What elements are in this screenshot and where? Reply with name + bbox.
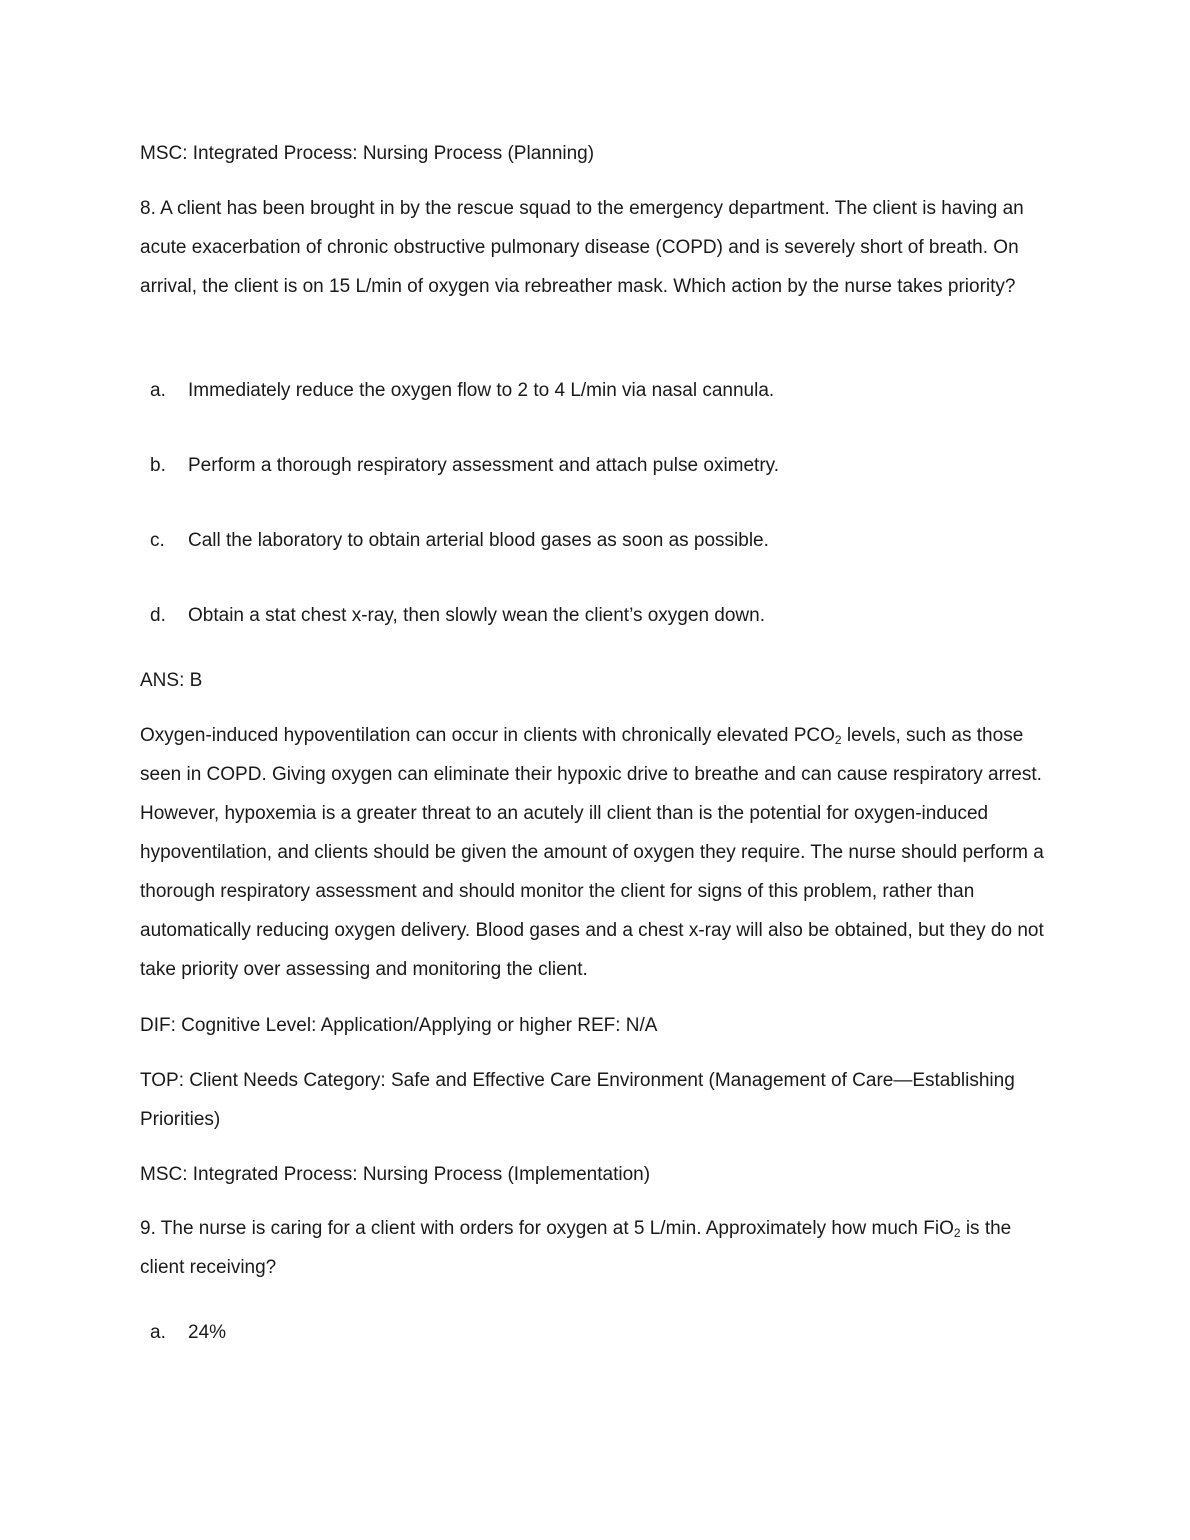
question-8-option-d: [150, 596, 1050, 635]
option-text: Immediately reduce the oxygen flow to 2 to 4 L/min via nasal cannula.: [188, 380, 775, 401]
question-8-option-a: [150, 371, 1050, 410]
rationale-subscript: 2: [834, 733, 842, 747]
question-9-option-a: [150, 1313, 1050, 1352]
question-8-option-c: [150, 521, 1050, 560]
stem-subscript: 2: [953, 1226, 961, 1240]
option-letter: a.: [150, 380, 166, 401]
option-letter: d.: [150, 605, 166, 626]
stem-text: is the client receiving?: [140, 1218, 1012, 1278]
option-text: Obtain a stat chest x-ray, then slowly wean the client’s oxygen down.: [188, 605, 765, 626]
question-8-rationale: [140, 716, 1052, 989]
option-letter: c.: [150, 530, 165, 551]
question-8-stem: 8. A client has been brought in by the rescue squad to the emergency department. The client is having an acute exacerbation of chronic obstructive pulmonary disease (COPD) and is severely short of breath. On arrival, the client is on 15 L/min of oxygen via rebreather mask. Which action by the nurse takes priority?: [140, 198, 1024, 297]
question-9-stem: [140, 1209, 1052, 1287]
option-letter: b.: [150, 455, 166, 476]
question-8-option-b: [150, 446, 1050, 485]
stem-text: 9. The nurse is caring for a client with orders for oxygen at 5 L/min. Approximately how much FiO: [140, 1218, 954, 1239]
question-8-top: TOP: Client Needs Category: Safe and Effective Care Environment (Management of Care—Establishing Priorities): [140, 1070, 1015, 1130]
option-text: Perform a thorough respiratory assessment and attach pulse oximetry.: [188, 455, 780, 476]
question-8-msc: MSC: Integrated Process: Nursing Process (Implementation): [140, 1164, 651, 1185]
question-8-dif: DIF: Cognitive Level: Application/Applying or higher REF: N/A: [140, 1015, 658, 1036]
question-8-answer: ANS: B: [140, 670, 203, 691]
rationale-text: Oxygen-induced hypoventilation can occur in clients with chronically elevated PCO: [140, 725, 835, 746]
msc-planning: MSC: Integrated Process: Nursing Process (Planning): [140, 143, 595, 164]
option-letter: a.: [150, 1322, 166, 1343]
option-text: Call the laboratory to obtain arterial blood gases as soon as possible.: [188, 530, 769, 551]
option-text: 24%: [188, 1322, 227, 1343]
rationale-text: levels, such as those seen in COPD. Giving oxygen can eliminate their hypoxic drive to breathe and can cause respiratory arrest. However, hypoxemia is a greater threat to an acutely ill client than is the potential for oxygen-induced hypoventilation, and clients should be given the amount of oxygen they require. The nurse should perform a thorough respiratory assessment and should monitor the client for signs of this problem, rather than automatically reducing oxygen delivery. Blood gases and a chest x-ray will also be obtained, but they do not take priority over assessing and monitoring the client.: [140, 725, 1044, 980]
